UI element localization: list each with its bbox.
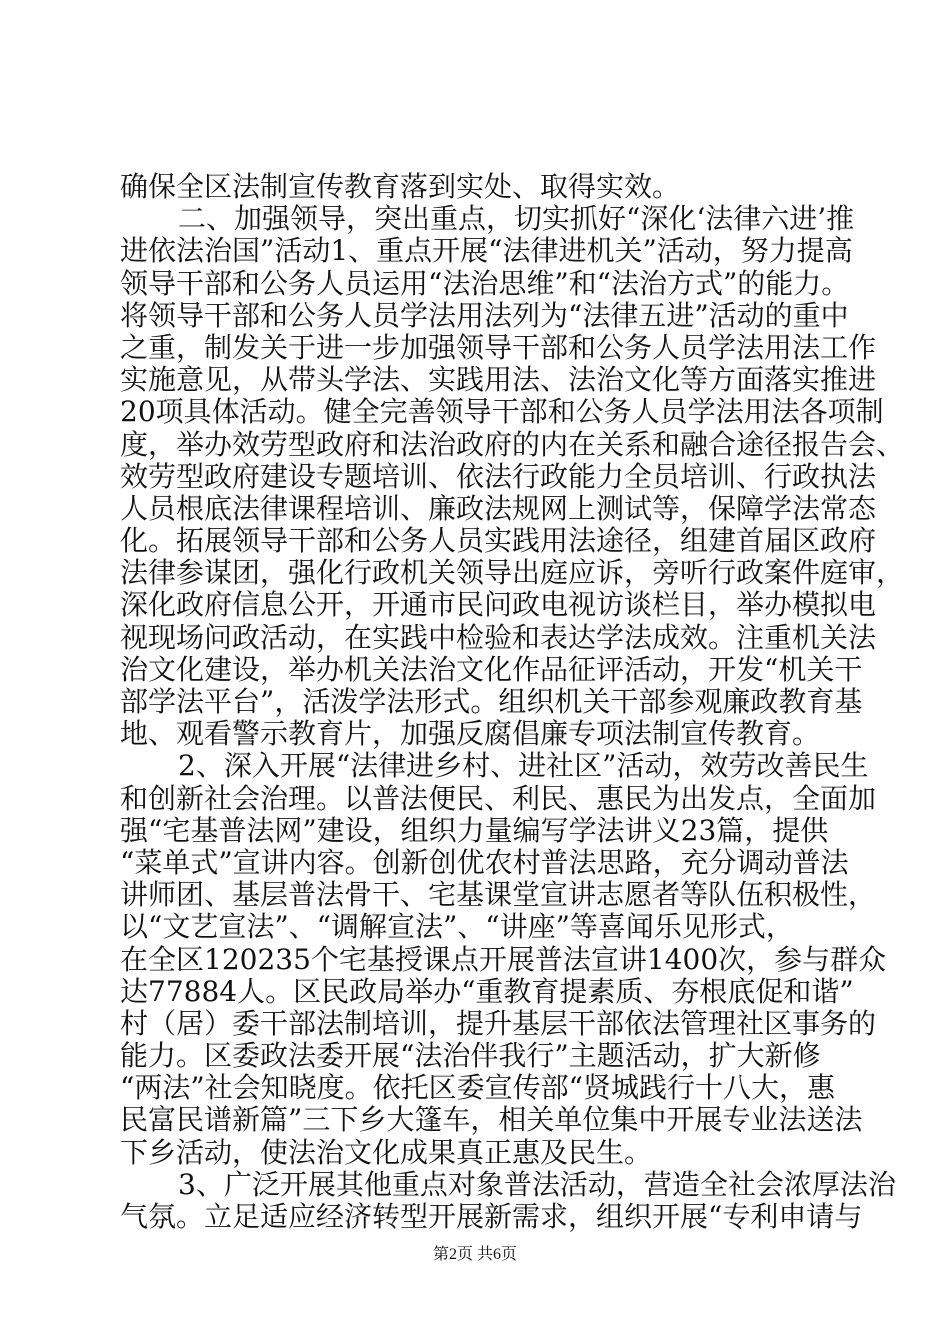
- text-line: 治文化建设，举办机关法治文化作品征评活动，开发“机关干: [120, 652, 863, 686]
- text-line: 下乡活动，使法治文化成果真正惠及民生。: [120, 1135, 653, 1169]
- text-line: 度，举办效劳型政府和法治政府的内在关系和融合途径报告会、: [120, 427, 905, 461]
- page-number: 第2页 共6页: [432, 1246, 517, 1263]
- text-line: 民富民谱新篇”三下乡大篷车，相关单位集中开展专业法送法: [120, 1103, 863, 1137]
- text-line: “两法”社会知晓度。依托区委宣传部“贤城践行十八大，惠: [120, 1071, 835, 1105]
- text-line: 领导干部和公务人员运用“法治思维”和“法治方式”的能力。: [120, 266, 850, 300]
- text-line: 村（居）委干部法制培训，提升基层干部依法管理社区事务的: [120, 1006, 877, 1040]
- text-line: 确保全区法制宣传教育落到实处、取得实效。: [120, 170, 681, 203]
- text-line: 达77884人。区民政局举办“重教育提素质、夯根底促和谐”: [120, 974, 854, 1008]
- text-line: 效劳型政府建设专题培训、依法行政能力全员培训、行政执法: [120, 459, 877, 493]
- text-line: 能力。区委政法委开展“法治伴我行”主题活动，扩大新修: [120, 1039, 821, 1073]
- text-line: 地、观看警示教育片，加强反腐倡廉专项法制宣传教育。: [120, 717, 821, 751]
- text-line: 2、深入开展“法律进乡村、进社区”活动，效劳改善民生: [178, 749, 869, 783]
- text-line: 将领导干部和公务人员学法用法列为“法律五进”活动的重中: [120, 298, 849, 332]
- text-line: “菜单式”宣讲内容。创新创优农村普法思路，充分调动普法: [120, 845, 849, 879]
- text-line: 和创新社会治理。以普法便民、利民、惠民为出发点，全面加: [120, 781, 877, 815]
- text-line: 在全区120235个宅基授课点开展普法宣讲1400次，参与群众: [120, 942, 887, 976]
- text-line: 实施意见，从带头学法、实践用法、法治文化等方面落实推进: [120, 363, 877, 397]
- text-line: 二、加强领导，突出重点，切实抓好“深化‘法律六进’推: [178, 202, 855, 236]
- text-line: 人员根底法律课程培训、廉政法规网上测试等，保障学法常态: [120, 491, 877, 525]
- text-line: 讲师团、基层普法骨干、宅基课堂宣讲志愿者等队伍积极性，: [120, 878, 877, 912]
- text-line: 深化政府信息公开，开通市民问政电视访谈栏目，举办模拟电: [120, 588, 877, 622]
- text-line: 强“宅基普法网”建设，组织力量编写学法讲义23篇，提供: [120, 813, 829, 847]
- text-line: 之重，制发关于进一步加强领导干部和公务人员学法用法工作: [120, 330, 877, 364]
- text-line: 法律参谋团，强化行政机关领导出庭应诉，旁听行政案件庭审，: [120, 556, 905, 590]
- text-line: 气氛。立足适应经济转型开展新需求，组织开展“专利申请与: [120, 1200, 863, 1233]
- text-line: 3、广泛开展其他重点对象普法活动，营造全社会浓厚法治: [178, 1167, 896, 1201]
- text-line: 以“文艺宣法”、“调解宣法”、“讲座”等喜闻乐见形式，: [120, 910, 794, 944]
- text-line: 化。拓展领导干部和公务人员实践用法途径，组建首届区政府: [120, 524, 877, 558]
- document-body: [120, 170, 905, 1233]
- text-line: 视现场问政活动，在实践中检验和表达学法成效。注重机关法: [120, 620, 877, 654]
- text-line: 进依法治国”活动1、重点开展“法律进机关”活动，努力提高: [120, 234, 853, 268]
- text-line: 部学法平台”，活泼学法形式。组织机关干部参观廉政教育基: [120, 685, 863, 718]
- text-line: 20项具体活动。健全完善领导干部和公务人员学法用法各项制: [120, 395, 884, 429]
